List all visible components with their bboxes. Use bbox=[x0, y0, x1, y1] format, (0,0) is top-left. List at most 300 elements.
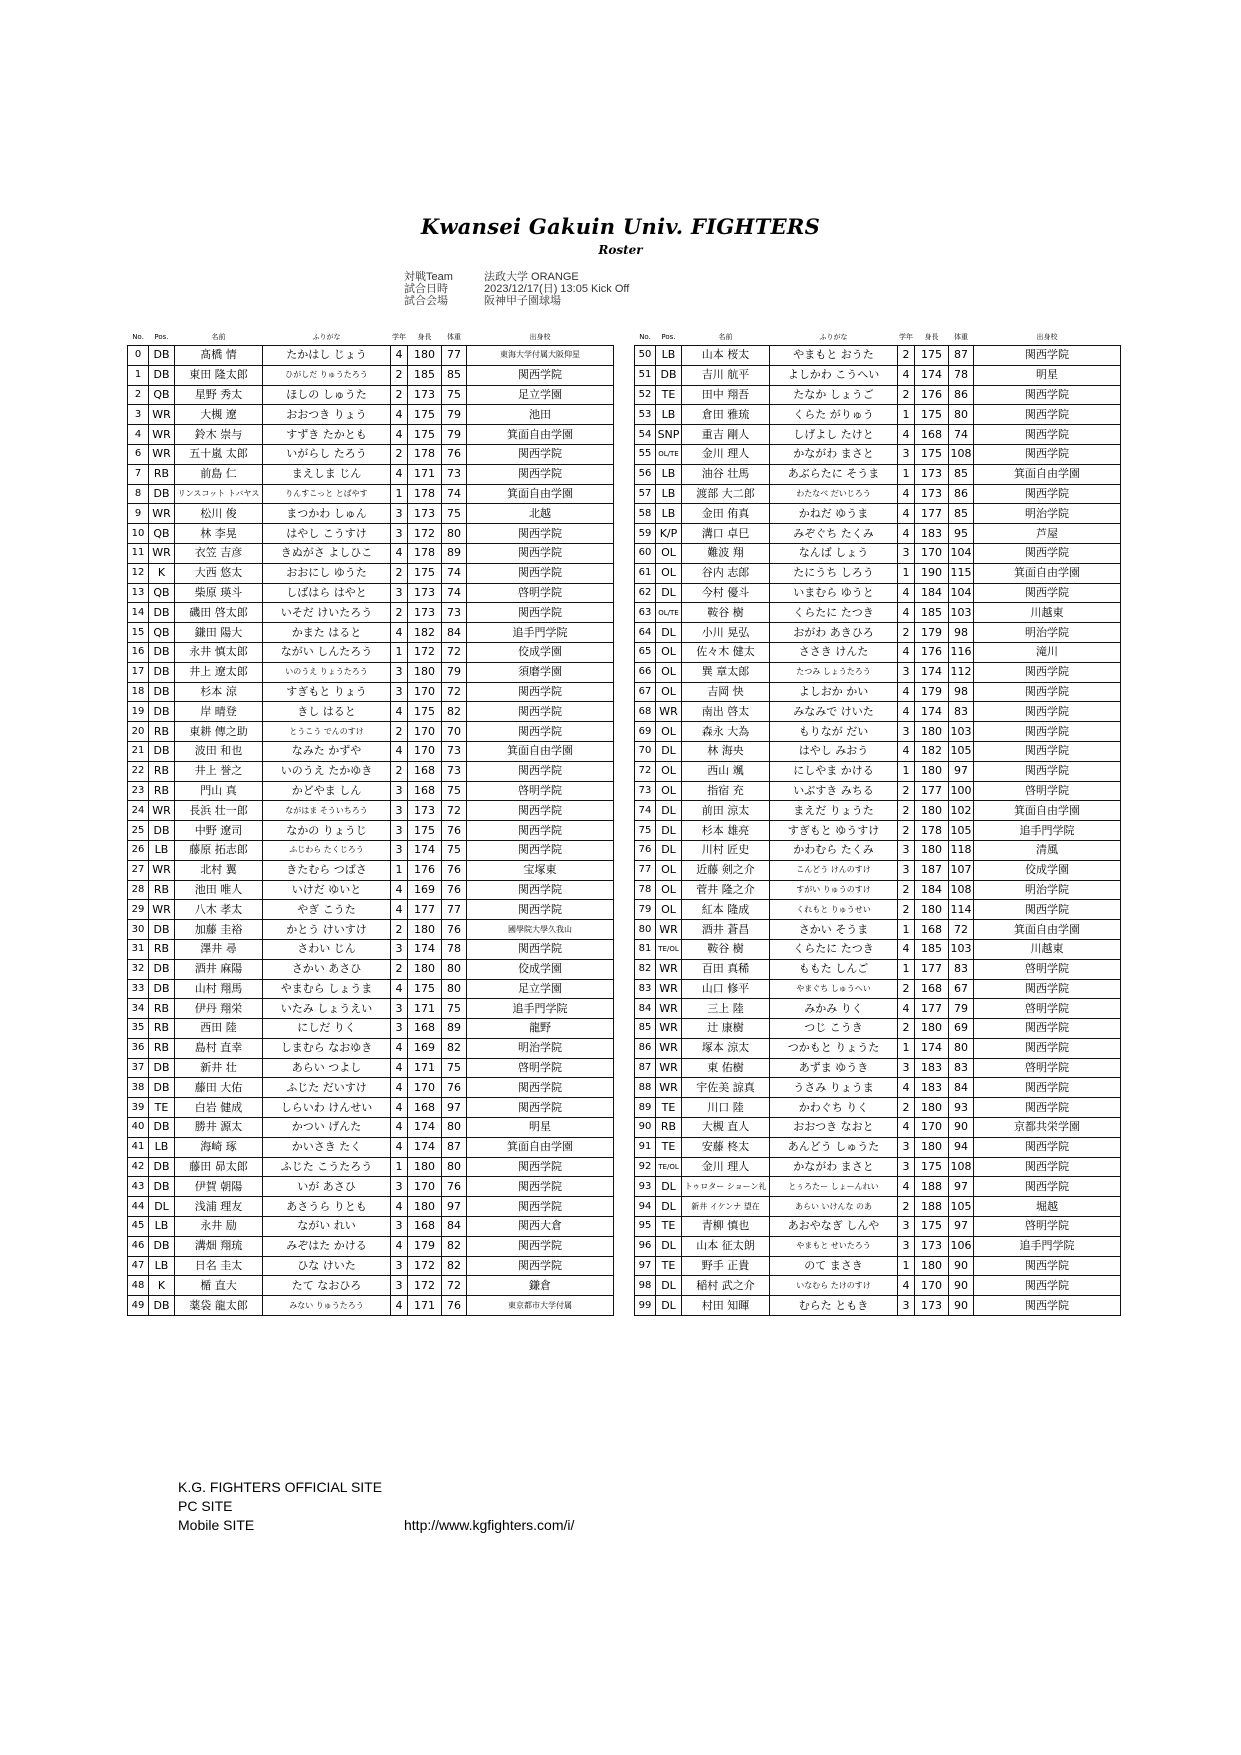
table-row bbox=[635, 1058, 1121, 1078]
table-row bbox=[635, 1276, 1121, 1296]
player-weight: 94 bbox=[949, 1137, 974, 1157]
table-row bbox=[128, 939, 614, 959]
player-position: DB bbox=[149, 1177, 175, 1197]
player-grade: 3 bbox=[391, 1177, 408, 1197]
player-furigana: よしかわ こうへい bbox=[770, 365, 898, 385]
player-name: 池田 唯人 bbox=[175, 880, 263, 900]
player-furigana: いけだ ゆいと bbox=[263, 880, 391, 900]
player-name: 新井 壮 bbox=[175, 1058, 263, 1078]
player-name: 大槻 直人 bbox=[682, 1118, 770, 1138]
player-weight: 105 bbox=[949, 821, 974, 841]
player-number: 18 bbox=[128, 682, 149, 702]
player-weight: 80 bbox=[949, 405, 974, 425]
player-height: 175 bbox=[915, 444, 949, 464]
table-row bbox=[635, 1197, 1121, 1217]
table-row bbox=[128, 880, 614, 900]
player-weight: 72 bbox=[949, 920, 974, 940]
player-name: 島村 直幸 bbox=[175, 1038, 263, 1058]
player-position: DB bbox=[656, 365, 682, 385]
table-row bbox=[635, 662, 1121, 682]
player-name: 前島 仁 bbox=[175, 464, 263, 484]
player-position: QB bbox=[149, 623, 175, 643]
player-school: 足立学園 bbox=[467, 385, 614, 405]
player-position: DL bbox=[656, 1197, 682, 1217]
player-position: RB bbox=[149, 1019, 175, 1039]
player-grade: 2 bbox=[898, 1098, 915, 1118]
player-name: 酒井 蒼昌 bbox=[682, 920, 770, 940]
player-position: DL bbox=[656, 741, 682, 761]
player-weight: 78 bbox=[949, 365, 974, 385]
player-school: 明星 bbox=[974, 365, 1121, 385]
player-name: 溝口 卓巳 bbox=[682, 524, 770, 544]
player-grade: 1 bbox=[391, 642, 408, 662]
player-name: 永井 励 bbox=[175, 1217, 263, 1237]
player-name: 西田 陸 bbox=[175, 1019, 263, 1039]
player-name: 吉川 航平 bbox=[682, 365, 770, 385]
player-number: 67 bbox=[635, 682, 656, 702]
table-row bbox=[635, 623, 1121, 643]
player-name: 薬袋 龍太郎 bbox=[175, 1296, 263, 1316]
player-weight: 69 bbox=[949, 1019, 974, 1039]
player-number: 82 bbox=[635, 959, 656, 979]
player-height: 180 bbox=[915, 801, 949, 821]
player-position: RB bbox=[149, 761, 175, 781]
player-name: 伊丹 翔栄 bbox=[175, 999, 263, 1019]
player-number: 69 bbox=[635, 722, 656, 742]
player-height: 168 bbox=[408, 781, 442, 801]
player-school: 啓明学院 bbox=[467, 781, 614, 801]
column-header-height: 身長 bbox=[924, 333, 939, 341]
player-position: TE/OL bbox=[656, 939, 682, 959]
player-number: 37 bbox=[128, 1058, 149, 1078]
player-school: 明治学院 bbox=[974, 880, 1121, 900]
player-name: 倉田 雅琉 bbox=[682, 405, 770, 425]
player-height: 177 bbox=[915, 504, 949, 524]
player-number: 9 bbox=[128, 504, 149, 524]
player-number: 17 bbox=[128, 662, 149, 682]
player-name: 青柳 慎也 bbox=[682, 1217, 770, 1237]
table-row bbox=[635, 939, 1121, 959]
player-weight: 83 bbox=[949, 1058, 974, 1078]
player-grade: 4 bbox=[391, 880, 408, 900]
player-grade: 2 bbox=[391, 365, 408, 385]
player-position: OL bbox=[656, 682, 682, 702]
player-height: 171 bbox=[408, 464, 442, 484]
player-grade: 3 bbox=[898, 860, 915, 880]
player-weight: 86 bbox=[949, 484, 974, 504]
player-furigana: りんすこっと とばやす bbox=[263, 484, 391, 504]
player-height: 174 bbox=[408, 840, 442, 860]
player-furigana: ひな けいた bbox=[263, 1256, 391, 1276]
player-furigana: あんどう しゅうた bbox=[770, 1137, 898, 1157]
table-row bbox=[635, 563, 1121, 583]
player-school: 箕面自由学園 bbox=[467, 741, 614, 761]
player-weight: 108 bbox=[949, 444, 974, 464]
column-header-school: 出身校 bbox=[1036, 333, 1058, 341]
player-position: TE bbox=[656, 1098, 682, 1118]
table-row bbox=[635, 425, 1121, 445]
player-furigana: かねだ ゆうま bbox=[770, 504, 898, 524]
player-weight: 79 bbox=[442, 405, 467, 425]
player-name: 塚本 涼太 bbox=[682, 1038, 770, 1058]
player-number: 75 bbox=[635, 821, 656, 841]
player-name: 安藤 柊太 bbox=[682, 1137, 770, 1157]
player-number: 43 bbox=[128, 1177, 149, 1197]
player-grade: 4 bbox=[391, 1296, 408, 1316]
player-weight: 83 bbox=[949, 959, 974, 979]
player-position: QB bbox=[149, 583, 175, 603]
player-height: 170 bbox=[408, 1078, 442, 1098]
player-height: 174 bbox=[408, 1137, 442, 1157]
player-number: 52 bbox=[635, 385, 656, 405]
player-grade: 2 bbox=[391, 959, 408, 979]
player-number: 33 bbox=[128, 979, 149, 999]
table-row bbox=[128, 583, 614, 603]
player-position: K/P bbox=[656, 524, 682, 544]
player-weight: 108 bbox=[949, 880, 974, 900]
player-position: LB bbox=[656, 484, 682, 504]
player-weight: 76 bbox=[442, 1177, 467, 1197]
player-position: SNP bbox=[656, 425, 682, 445]
player-name: 西山 颯 bbox=[682, 761, 770, 781]
player-school: 関西学院 bbox=[467, 1236, 614, 1256]
player-number: 47 bbox=[128, 1256, 149, 1276]
player-grade: 4 bbox=[391, 623, 408, 643]
player-height: 171 bbox=[408, 1058, 442, 1078]
player-position: WR bbox=[656, 920, 682, 940]
player-furigana: おがわ あきひろ bbox=[770, 623, 898, 643]
player-number: 64 bbox=[635, 623, 656, 643]
player-furigana: おおにし ゆうた bbox=[263, 563, 391, 583]
table-row bbox=[635, 880, 1121, 900]
player-weight: 76 bbox=[442, 860, 467, 880]
player-school: 箕面自由学園 bbox=[974, 801, 1121, 821]
player-school: 川越東 bbox=[974, 603, 1121, 623]
player-furigana: かつい げんた bbox=[263, 1118, 391, 1138]
player-number: 1 bbox=[128, 365, 149, 385]
player-position: OL/TE bbox=[656, 444, 682, 464]
player-school: 池田 bbox=[467, 405, 614, 425]
player-furigana: あおやなぎ しんや bbox=[770, 1217, 898, 1237]
player-number: 68 bbox=[635, 702, 656, 722]
player-height: 176 bbox=[408, 860, 442, 880]
player-grade: 4 bbox=[898, 484, 915, 504]
player-grade: 4 bbox=[391, 1038, 408, 1058]
player-name: 林 李晃 bbox=[175, 524, 263, 544]
player-grade: 2 bbox=[898, 623, 915, 643]
player-name: 難波 翔 bbox=[682, 543, 770, 563]
player-height: 174 bbox=[408, 939, 442, 959]
player-school: 関西学院 bbox=[467, 1157, 614, 1177]
player-weight: 70 bbox=[442, 722, 467, 742]
table-row bbox=[128, 682, 614, 702]
player-school: 関西学院 bbox=[974, 1256, 1121, 1276]
player-furigana: のて まさき bbox=[770, 1256, 898, 1276]
player-position: WR bbox=[149, 405, 175, 425]
table-row bbox=[635, 741, 1121, 761]
player-name: 林 海央 bbox=[682, 741, 770, 761]
player-name: 加藤 圭裕 bbox=[175, 920, 263, 940]
player-number: 79 bbox=[635, 900, 656, 920]
player-furigana: ふじた だいすけ bbox=[263, 1078, 391, 1098]
player-height: 168 bbox=[408, 1217, 442, 1237]
player-number: 55 bbox=[635, 444, 656, 464]
player-number: 70 bbox=[635, 741, 656, 761]
player-grade: 3 bbox=[391, 524, 408, 544]
player-name: 大槻 遼 bbox=[175, 405, 263, 425]
player-weight: 97 bbox=[949, 1177, 974, 1197]
player-weight: 72 bbox=[442, 1276, 467, 1296]
player-weight: 75 bbox=[442, 385, 467, 405]
table-row bbox=[128, 642, 614, 662]
player-weight: 103 bbox=[949, 603, 974, 623]
player-weight: 98 bbox=[949, 682, 974, 702]
player-weight: 74 bbox=[442, 583, 467, 603]
player-grade: 2 bbox=[898, 880, 915, 900]
table-row bbox=[128, 662, 614, 682]
player-grade: 4 bbox=[391, 1098, 408, 1118]
player-height: 188 bbox=[915, 1177, 949, 1197]
table-row bbox=[128, 959, 614, 979]
table-row bbox=[128, 405, 614, 425]
player-furigana: きぬがさ よしひこ bbox=[263, 543, 391, 563]
column-header-weight: 体重 bbox=[447, 333, 461, 341]
player-weight: 85 bbox=[442, 365, 467, 385]
player-school: 関西学院 bbox=[467, 840, 614, 860]
table-row bbox=[128, 543, 614, 563]
player-height: 180 bbox=[408, 1197, 442, 1217]
player-number: 25 bbox=[128, 821, 149, 841]
player-position: WR bbox=[656, 1019, 682, 1039]
table-row bbox=[128, 1276, 614, 1296]
player-weight: 77 bbox=[442, 346, 467, 366]
player-number: 72 bbox=[635, 761, 656, 781]
player-height: 176 bbox=[915, 642, 949, 662]
player-name: 鞍谷 樹 bbox=[682, 603, 770, 623]
player-height: 173 bbox=[408, 385, 442, 405]
player-weight: 116 bbox=[949, 642, 974, 662]
player-grade: 4 bbox=[898, 642, 915, 662]
player-height: 182 bbox=[408, 623, 442, 643]
player-number: 91 bbox=[635, 1137, 656, 1157]
player-position: OL bbox=[656, 722, 682, 742]
player-grade: 1 bbox=[898, 920, 915, 940]
player-height: 172 bbox=[408, 1276, 442, 1296]
player-grade: 4 bbox=[898, 999, 915, 1019]
player-furigana: いが あさひ bbox=[263, 1177, 391, 1197]
player-position: DL bbox=[149, 1197, 175, 1217]
player-height: 177 bbox=[915, 959, 949, 979]
player-furigana: かいさき たく bbox=[263, 1137, 391, 1157]
player-school: 関西大倉 bbox=[467, 1217, 614, 1237]
player-height: 183 bbox=[915, 1058, 949, 1078]
footer-mobile-url[interactable]: http://www.kgfighters.com/i/ bbox=[404, 1517, 575, 1533]
player-school: 龍野 bbox=[467, 1019, 614, 1039]
player-position: RB bbox=[149, 999, 175, 1019]
player-height: 180 bbox=[915, 1019, 949, 1039]
player-school: 明治学院 bbox=[974, 623, 1121, 643]
player-number: 53 bbox=[635, 405, 656, 425]
player-position: DB bbox=[149, 920, 175, 940]
player-name: トゥロター ショーン礼 bbox=[682, 1177, 770, 1197]
player-name: 菅井 隆之介 bbox=[682, 880, 770, 900]
player-name: 前田 涼太 bbox=[682, 801, 770, 821]
player-grade: 4 bbox=[898, 524, 915, 544]
player-name: 三上 陸 bbox=[682, 999, 770, 1019]
player-position: OL bbox=[656, 642, 682, 662]
player-school: 関西学院 bbox=[467, 702, 614, 722]
table-row bbox=[128, 603, 614, 623]
player-position: WR bbox=[149, 504, 175, 524]
player-grade: 2 bbox=[898, 385, 915, 405]
player-grade: 4 bbox=[898, 504, 915, 524]
player-height: 170 bbox=[408, 741, 442, 761]
player-grade: 4 bbox=[898, 1078, 915, 1098]
player-furigana: いそだ けいたろう bbox=[263, 603, 391, 623]
player-school: 関西学院 bbox=[974, 1276, 1121, 1296]
player-furigana: いなむら たけのすけ bbox=[770, 1276, 898, 1296]
player-height: 170 bbox=[915, 543, 949, 563]
player-height: 175 bbox=[408, 563, 442, 583]
player-grade: 1 bbox=[391, 1157, 408, 1177]
player-position: WR bbox=[656, 979, 682, 999]
player-number: 40 bbox=[128, 1118, 149, 1138]
player-position: DB bbox=[149, 1058, 175, 1078]
player-furigana: くれもと りゅうせい bbox=[770, 900, 898, 920]
player-grade: 1 bbox=[391, 484, 408, 504]
player-furigana: ささき けんた bbox=[770, 642, 898, 662]
player-grade: 3 bbox=[898, 722, 915, 742]
player-furigana: さかい そうま bbox=[770, 920, 898, 940]
player-furigana: しげよし たけと bbox=[770, 425, 898, 445]
player-school: 川越東 bbox=[974, 939, 1121, 959]
player-position: WR bbox=[656, 1078, 682, 1098]
player-position: TE bbox=[656, 385, 682, 405]
table-row bbox=[635, 1137, 1121, 1157]
player-furigana: みぞはた かける bbox=[263, 1236, 391, 1256]
player-grade: 3 bbox=[391, 583, 408, 603]
player-school: 滝川 bbox=[974, 642, 1121, 662]
player-position: TE bbox=[656, 1256, 682, 1276]
player-school: 芦屋 bbox=[974, 524, 1121, 544]
player-height: 174 bbox=[915, 662, 949, 682]
player-position: DL bbox=[656, 1177, 682, 1197]
table-row bbox=[128, 979, 614, 999]
player-school: 関西学院 bbox=[974, 346, 1121, 366]
player-school: 関西学院 bbox=[467, 444, 614, 464]
player-furigana: しばはら はやと bbox=[263, 583, 391, 603]
player-school: 関西学院 bbox=[974, 662, 1121, 682]
table-row bbox=[635, 801, 1121, 821]
player-weight: 76 bbox=[442, 821, 467, 841]
player-furigana: たにうち しろう bbox=[770, 563, 898, 583]
player-school: 追手門学院 bbox=[974, 1236, 1121, 1256]
player-number: 42 bbox=[128, 1157, 149, 1177]
player-weight: 74 bbox=[442, 484, 467, 504]
player-weight: 100 bbox=[949, 781, 974, 801]
table-row bbox=[128, 1197, 614, 1217]
player-name: 野手 正貴 bbox=[682, 1256, 770, 1276]
table-row bbox=[635, 781, 1121, 801]
player-furigana: やまもと せいたろう bbox=[770, 1236, 898, 1256]
player-number: 88 bbox=[635, 1078, 656, 1098]
info-row-venue bbox=[404, 295, 629, 307]
player-grade: 1 bbox=[898, 1038, 915, 1058]
player-furigana: にしやま かける bbox=[770, 761, 898, 781]
column-header-school: 出身校 bbox=[529, 333, 551, 341]
player-weight: 80 bbox=[949, 1038, 974, 1058]
table-row bbox=[128, 425, 614, 445]
player-grade: 2 bbox=[898, 781, 915, 801]
column-header-number: No. bbox=[132, 333, 144, 341]
player-weight: 97 bbox=[442, 1098, 467, 1118]
player-grade: 4 bbox=[898, 583, 915, 603]
player-name: 鈴木 崇与 bbox=[175, 425, 263, 445]
player-grade: 4 bbox=[391, 1236, 408, 1256]
player-position: OL bbox=[656, 880, 682, 900]
table-row bbox=[128, 1098, 614, 1118]
player-number: 27 bbox=[128, 860, 149, 880]
table-row bbox=[635, 722, 1121, 742]
player-grade: 3 bbox=[898, 1296, 915, 1316]
player-grade: 3 bbox=[391, 801, 408, 821]
player-furigana: にしだ りく bbox=[263, 1019, 391, 1039]
player-furigana: かわぐち りく bbox=[770, 1098, 898, 1118]
table-row bbox=[128, 444, 614, 464]
player-furigana: ひがしだ りゅうたろう bbox=[263, 365, 391, 385]
player-number: 56 bbox=[635, 464, 656, 484]
player-weight: 90 bbox=[949, 1276, 974, 1296]
player-furigana: きたむら つばさ bbox=[263, 860, 391, 880]
player-grade: 4 bbox=[391, 702, 408, 722]
player-number: 15 bbox=[128, 623, 149, 643]
player-weight: 83 bbox=[949, 702, 974, 722]
player-school: 東京都市大学付属 bbox=[467, 1296, 614, 1316]
player-name: 星野 秀太 bbox=[175, 385, 263, 405]
player-furigana: きし はると bbox=[263, 702, 391, 722]
player-number: 36 bbox=[128, 1038, 149, 1058]
column-header-name: 名前 bbox=[211, 333, 226, 341]
player-number: 80 bbox=[635, 920, 656, 940]
player-grade: 3 bbox=[391, 682, 408, 702]
player-height: 182 bbox=[915, 741, 949, 761]
player-height: 171 bbox=[408, 999, 442, 1019]
player-name: 杉本 雄亮 bbox=[682, 821, 770, 841]
player-name: 森永 大為 bbox=[682, 722, 770, 742]
player-furigana: やまむら しょうま bbox=[263, 979, 391, 999]
table-row bbox=[128, 623, 614, 643]
player-grade: 2 bbox=[391, 603, 408, 623]
table-row bbox=[128, 1038, 614, 1058]
player-number: 35 bbox=[128, 1019, 149, 1039]
table-row bbox=[635, 1236, 1121, 1256]
player-school: 関西学院 bbox=[467, 543, 614, 563]
player-weight: 93 bbox=[949, 1098, 974, 1118]
player-school: 須磨学園 bbox=[467, 662, 614, 682]
player-grade: 2 bbox=[898, 821, 915, 841]
player-number: 78 bbox=[635, 880, 656, 900]
player-grade: 4 bbox=[391, 425, 408, 445]
player-grade: 4 bbox=[391, 900, 408, 920]
player-name: 東耕 傳之助 bbox=[175, 722, 263, 742]
player-furigana: なみた かずや bbox=[263, 741, 391, 761]
player-name: 中野 遼司 bbox=[175, 821, 263, 841]
player-number: 73 bbox=[635, 781, 656, 801]
player-weight: 104 bbox=[949, 583, 974, 603]
player-weight: 79 bbox=[442, 425, 467, 445]
player-position: LB bbox=[656, 464, 682, 484]
player-school: 佼成学園 bbox=[467, 642, 614, 662]
